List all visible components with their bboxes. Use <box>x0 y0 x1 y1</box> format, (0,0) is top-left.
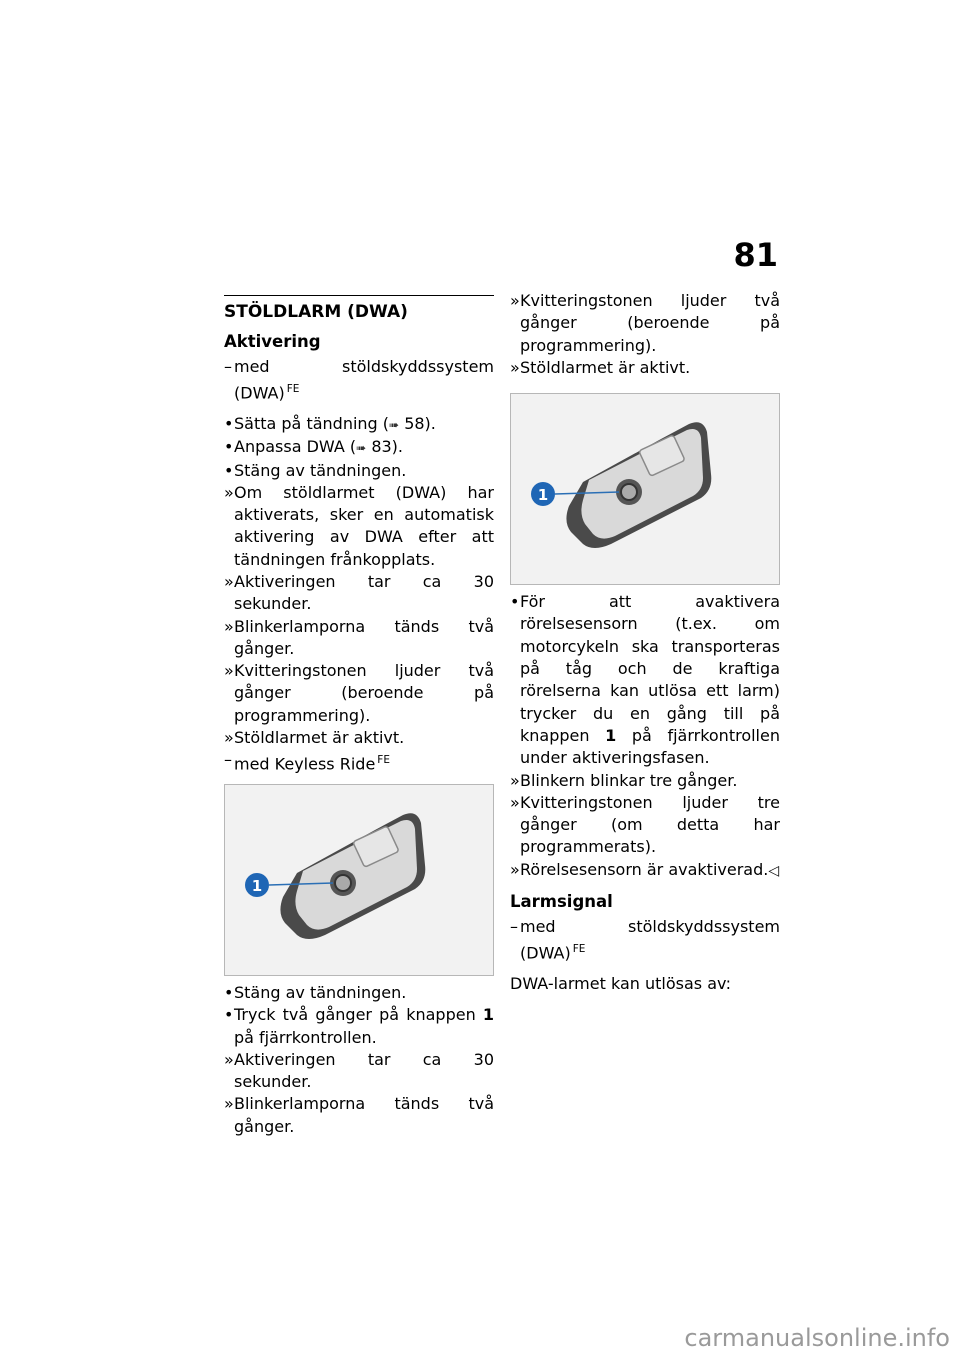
result-alarm-active-2: » Stöldlarmet är aktivt. <box>510 357 691 377</box>
step-ignition-off-2: • Stäng av tändningen. <box>224 983 407 1002</box>
callout-1-label: 1 <box>537 486 549 505</box>
step-ignition-off: • Stäng av tändningen. <box>224 460 407 480</box>
result-tone-three: » Kvitteringstonen ljuder tre gånger (om detta har programmerats). <box>510 792 780 857</box>
step-deactivate-motion-sensor: • För att avaktivera rörelsesensorn (t.ex. om motorcykeln ska transporteras på tåg och de kraftiga rörelserna kan utlösa ett larm) trycker du en gång till på knappen 1 på fjärrkontrollen under aktiveringsfasen. <box>510 592 780 768</box>
watermark: carmanualsonline.info <box>684 1324 950 1352</box>
condition-dwa-alarm: – med stöldskyddssystem (DWA) $^{FE}$ <box>510 917 780 963</box>
alarm-trigger-intro: DWA-larmet kan utlösas av: <box>510 973 731 993</box>
result-indicators-flash: » Blinkerlamporna tänds två gånger. <box>224 616 494 658</box>
result-indicators-flash-2: » Blinkerlamporna tänds två gånger. <box>224 1094 494 1136</box>
result-tone: » Kvitteringstonen ljuder två gånger (beroende på programmering). <box>224 661 494 725</box>
remote-key-figure <box>224 784 494 976</box>
step-adjust-dwa: • Anpassa DWA (➠ 83). <box>224 437 403 457</box>
end-of-section-icon: ◁ <box>768 862 780 879</box>
alarm-signal-heading: Larmsignal <box>510 892 613 912</box>
step-ignition-on: • Sätta på tändning (➠ 58). <box>224 413 436 433</box>
result-activation-time: » Aktiveringen tar ca 30 sekunder. <box>224 572 494 614</box>
right-column <box>510 290 780 995</box>
button-1-reference: 1 <box>482 1005 494 1025</box>
result-activation-time-2: » Aktiveringen tar ca 30 sekunder. <box>224 1049 494 1092</box>
result-auto-activation: » Om stöldlarmet (DWA) har aktiverats, sker en automatisk aktivering av DWA efter att tändningen frånkopplats. <box>224 482 494 569</box>
result-tone-2: » Kvitteringstonen ljuder två gånger (beroende på programmering). <box>510 291 780 355</box>
condition-keyless-ride: – med Keyless Ride $^{FE}$ <box>224 750 390 774</box>
button-1-reference: 1 <box>605 725 617 745</box>
section-rule <box>224 295 494 296</box>
reference-arrow-icon: ➠ <box>389 417 400 432</box>
left-column <box>224 295 494 1138</box>
page-reference[interactable]: 58 <box>404 413 425 433</box>
result-alarm-active: » Stöldlarmet är aktivt. <box>224 728 405 748</box>
page-reference[interactable]: 83 <box>371 437 392 457</box>
result-motion-sensor-off: » Rörelsesensorn är avaktiverad.◁ <box>510 859 780 879</box>
result-indicator-three: » Blinkern blinkar tre gånger. <box>510 770 738 790</box>
callout-1-label: 1 <box>251 877 263 895</box>
page-number: 81 <box>733 236 778 274</box>
activation-heading: Aktivering <box>224 332 321 351</box>
reference-arrow-icon: ➠ <box>356 441 367 456</box>
step-press-button-twice: • Tryck två gånger på knappen 1 på fjärrkontrollen. <box>224 1005 494 1047</box>
condition-dwa: – med stöldskyddssystem (DWA) $^{FE}$ <box>224 357 494 403</box>
section-title: STÖLDLARM (DWA) <box>224 302 408 322</box>
remote-key-figure-2 <box>510 393 780 585</box>
